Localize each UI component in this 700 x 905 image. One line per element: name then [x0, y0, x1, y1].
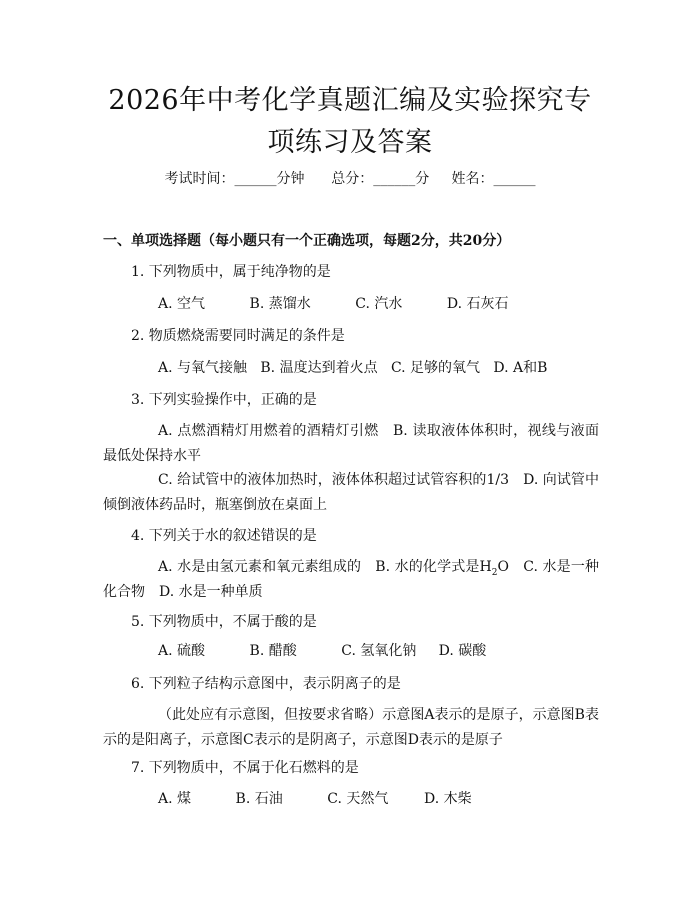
question-stem: 7. 下列物质中，不属于化石燃料的是 [131, 760, 359, 776]
question-options [158, 641, 486, 661]
option: D. 木柴 [423, 791, 472, 807]
option: A. 硫酸 [158, 643, 206, 659]
total-score: 总分：______分 [331, 171, 430, 187]
question-stem: 4. 下列关于水的叙述错误的是 [131, 528, 317, 544]
question-options: C. 给试管中的液体加热时，液体体积超过试管容积的1/3 D. 向试管中倾倒液体药品时，瓶塞倒放在桌面上 [103, 472, 599, 513]
option: C. 天然气 [327, 791, 389, 807]
student-name: 姓名：______ [451, 171, 536, 187]
option: C. 汽水 [355, 296, 403, 312]
option: D. 碳酸 [438, 643, 487, 659]
option: B. 蒸馏水 [249, 296, 311, 312]
question-options [158, 358, 547, 378]
option-text: A. 水是由氢元素和氧元素组成的 B. 水的化学式是H [158, 559, 492, 575]
option: A. 与氧气接触 [158, 360, 248, 376]
option: D. A和B [493, 360, 548, 376]
section-heading: 一、单项选择题（每小题只有一个正确选项，每题2分，共20分） [103, 233, 511, 249]
exam-time: 考试时间：______分钟 [164, 171, 305, 187]
subscript: 2 [491, 567, 498, 578]
question-stem: 3. 下列实验操作中，正确的是 [131, 392, 317, 408]
question-options [158, 294, 509, 314]
option: B. 石油 [235, 791, 283, 807]
option: C. 足够的氧气 [390, 360, 481, 376]
question-stem: 1. 下列物质中，属于纯净物的是 [131, 264, 331, 280]
option-text: O C. 水是一种化合物 D. 水是一种单质 [103, 559, 599, 600]
question-options [103, 555, 599, 605]
question-stem: 6. 下列粒子结构示意图中，表示阴离子的是 [131, 676, 401, 692]
question-note: （此处应有示意图，但按要求省略）示意图A表示的是原子，示意图B表示的是阳离子，示意图C表示的是阴离子，示意图D表示的是原子 [103, 707, 599, 748]
option: A. 空气 [158, 296, 206, 312]
question-options: A. 点燃酒精灯用燃着的酒精灯引燃 B. 读取液体体积时，视线与液面最低处保持水平 [103, 423, 599, 464]
option: C. 氢氧化钠 [341, 643, 417, 659]
option: B. 醋酸 [249, 643, 297, 659]
option: A. 煤 [158, 791, 192, 807]
question-stem: 5. 下列物质中，不属于酸的是 [131, 614, 317, 630]
exam-info-line [0, 168, 700, 188]
question-stem: 2. 物质燃烧需要同时满足的条件是 [131, 328, 345, 344]
option: B. 温度达到着火点 [260, 360, 378, 376]
page-title: 2026年中考化学真题汇编及实验探究专项练习及答案 [108, 85, 592, 158]
question-options [158, 789, 472, 809]
option: D. 石灰石 [446, 296, 509, 312]
